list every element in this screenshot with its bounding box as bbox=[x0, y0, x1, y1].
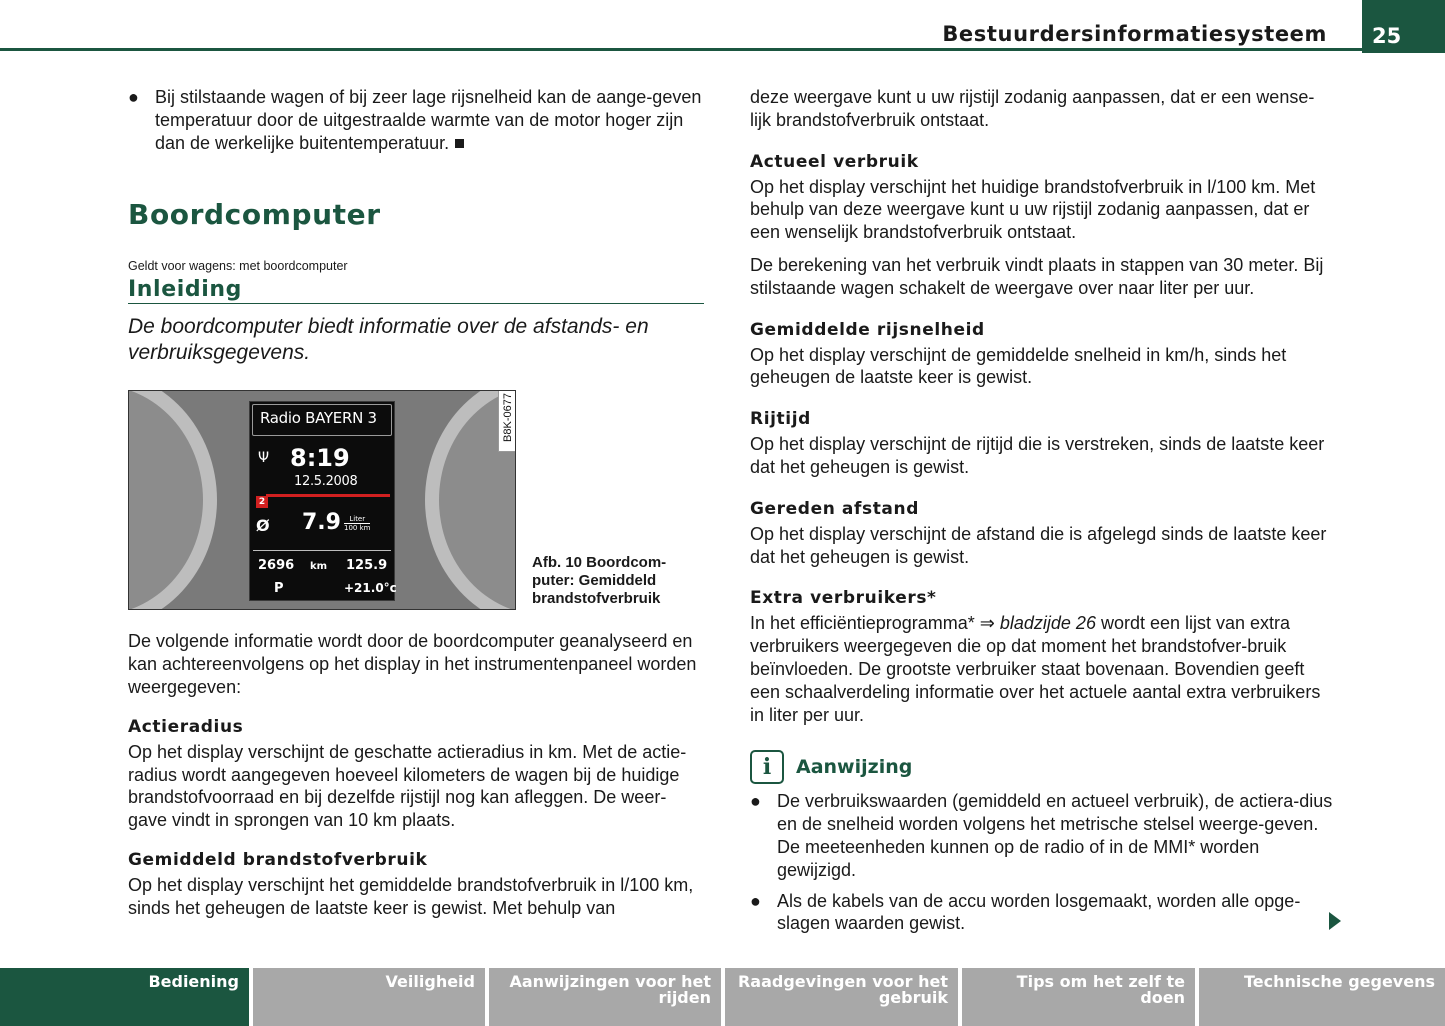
average-icon: Ø bbox=[256, 516, 270, 536]
continued-text: deze weergave kunt u uw rijstijl zodanig aanpassen, dat er een wense-lijk brandstofverbruik ontstaat. bbox=[750, 87, 1315, 130]
range-heading: Actieradius bbox=[128, 716, 244, 737]
range-text: Op het display verschijnt de geschatte actieradius in km. Met de actie-radius wordt aangegeven hoeveel kilometers de wagen bij de huidige brandstofvoorraad en bij dezelfde rijstijl nog kan afleggen. De weer-gave vindt in sprongen van 10 km plaats. bbox=[128, 741, 687, 831]
temperature-bullet bbox=[128, 86, 704, 154]
odometer-unit: km bbox=[310, 561, 328, 573]
antenna-icon: Ψ bbox=[258, 450, 270, 467]
tab-tips-zelf-doen[interactable]: Tips om het zelf te doen bbox=[962, 968, 1195, 1026]
figure-code-strip bbox=[498, 391, 515, 452]
instrument-cluster-image bbox=[128, 390, 516, 610]
fuel-unit bbox=[344, 515, 370, 532]
trip-value: 125.9 bbox=[346, 558, 388, 574]
note-title: Aanwijzing bbox=[796, 756, 913, 779]
gear-indicator: P bbox=[274, 581, 284, 597]
odometer-value: 2696 bbox=[258, 558, 295, 574]
figure-code: B8K-0677 bbox=[502, 393, 514, 443]
chapter-tabs bbox=[0, 968, 1445, 1026]
memory-indicator-line bbox=[266, 494, 390, 497]
running-header-title: Bestuurdersinformatiesysteem bbox=[942, 22, 1327, 46]
note-bullet-2 bbox=[750, 890, 1335, 936]
distance-text: Op het display verschijnt de afstand die is afgelegd sinds de laatste keer dat het geheugen is gewist. bbox=[750, 523, 1327, 567]
tab-raadgevingen-gebruik[interactable]: Raadgevingen voor het gebruik bbox=[725, 968, 958, 1026]
header-rule bbox=[0, 48, 1362, 51]
end-of-section-square-icon bbox=[455, 139, 464, 148]
avg-fuel-heading: Gemiddeld brandstofverbruik bbox=[128, 849, 428, 870]
info-text: De volgende informatie wordt door de boordcomputer geanalyseerd en kan achtereenvolgens op het display in het instrumentenpaneel worden weergegeven: bbox=[128, 631, 697, 697]
fuel-unit-bottom: 100 km bbox=[344, 524, 371, 533]
tab-aanwijzingen-rijden[interactable]: Aanwijzingen voor het rijden bbox=[489, 968, 721, 1026]
fuel-unit-top: Liter bbox=[344, 515, 370, 524]
bullet-icon: ● bbox=[750, 890, 761, 911]
note-heading bbox=[750, 750, 1335, 784]
left-column bbox=[128, 86, 704, 920]
avg-fuel-text: Op het display verschijnt het gemiddelde brandstofverbruik in l/100 km, sinds het geheugen de laatste keer is gewist. Met behulp van bbox=[128, 874, 694, 918]
distance-heading: Gereden afstand bbox=[750, 498, 919, 519]
note-bullet-1 bbox=[750, 790, 1335, 881]
note-bullet-2-text: Als de kabels van de accu worden losgemaakt, worden alle opge-slagen waarden gewist. bbox=[777, 890, 1301, 934]
page-reference-link[interactable]: bladzijde 26 bbox=[999, 613, 1096, 634]
drive-time-text: Op het display verschijnt de rijtijd die is verstreken, sinds de laatste keer dat het geheugen is gewist. bbox=[750, 434, 1325, 477]
extra-consumers-text-a: In het efficiëntieprogramma* ⇒ bbox=[750, 613, 1000, 634]
right-column bbox=[750, 86, 1335, 935]
figure-10 bbox=[128, 390, 704, 612]
tab-bediening[interactable]: Bediening bbox=[0, 968, 249, 1026]
page-number: 25 bbox=[1362, 0, 1445, 53]
display-time: 8:19 bbox=[290, 444, 350, 473]
drive-time-heading: Rijtijd bbox=[750, 409, 811, 430]
driver-information-display bbox=[249, 401, 395, 601]
left-dial bbox=[128, 390, 217, 610]
outside-temperature: +21.0°c bbox=[344, 581, 397, 596]
current-consumption-text-2: De berekening van het verbruik vindt plaats in stappen van 30 meter. Bij stilstaande wagen schakelt de weergave over naar liter per uur. bbox=[750, 254, 1324, 298]
tab-technische-gegevens[interactable]: Technische gegevens bbox=[1199, 968, 1445, 1026]
bullet-icon: ● bbox=[750, 791, 761, 812]
current-consumption-text-1: Op het display verschijnt het huidige brandstofverbruik in l/100 km. Met behulp van deze weergave kunt u uw rijstijl zodanig aanpassen, dat er een wenselijk brandstofverbruik ontstaat. bbox=[750, 176, 1316, 243]
extra-consumers-heading: Extra verbruikers* bbox=[750, 588, 937, 609]
intro-text: De boordcomputer biedt informatie over de afstands- en verbruiksgegevens. bbox=[128, 315, 649, 365]
note-bullet-1-text: De verbruikswaarden (gemiddeld en actueel verbruik), de actiera-dius en de snelheid worden volgens het metrische stelsel weerge-geven. De meeteenheden kunnen op de radio of in de MMI* worden gewijzigd. bbox=[777, 791, 1333, 880]
display-date: 12.5.2008 bbox=[294, 474, 358, 490]
section-title: Inleiding bbox=[128, 277, 704, 304]
average-fuel-value: 7.9 bbox=[302, 510, 341, 536]
temperature-bullet-text: Bij stilstaande wagen of bij zeer lage rijsnelheid kan de aange-geven temperatuur door de uitgestraalde warmte van de motor hoger zijn dan de werkelijke buitentemperatuur. bbox=[155, 87, 702, 153]
extra-consumers-text bbox=[750, 612, 1335, 726]
avg-speed-heading: Gemiddelde rijsnelheid bbox=[750, 319, 985, 340]
tab-veiligheid[interactable]: Veiligheid bbox=[253, 968, 485, 1026]
figure-caption: Afb. 10 Boordcom-puter: Gemiddeld brandstofverbruik bbox=[532, 554, 667, 608]
info-icon: i bbox=[750, 750, 784, 784]
display-divider bbox=[253, 550, 391, 551]
extra-consumers-text-b: wordt een lijst van extra verbruikers weergegeven die op dat moment het brandstofver-bruik beïnvloeden. De grootste verbruiker staat bovenaan. Bovendien geeft een schaalverdeling informatie over het actuele aantal extra verbruikers in liter per uur. bbox=[750, 613, 1321, 725]
current-consumption-heading: Actueel verbruik bbox=[750, 151, 919, 172]
continue-arrow-icon bbox=[1329, 912, 1341, 930]
bullet-icon: ● bbox=[128, 87, 139, 107]
avg-speed-text: Op het display verschijnt de gemiddelde snelheid in km/h, sinds het geheugen de laatste keer is gewist. bbox=[750, 344, 1287, 388]
radio-station: Radio BAYERN 3 bbox=[260, 409, 377, 428]
memory-badge: 2 bbox=[256, 496, 268, 508]
chapter-title: Boordcomputer bbox=[128, 198, 381, 232]
applies-to-note: Geldt voor wagens: met boordcomputer bbox=[128, 259, 348, 274]
